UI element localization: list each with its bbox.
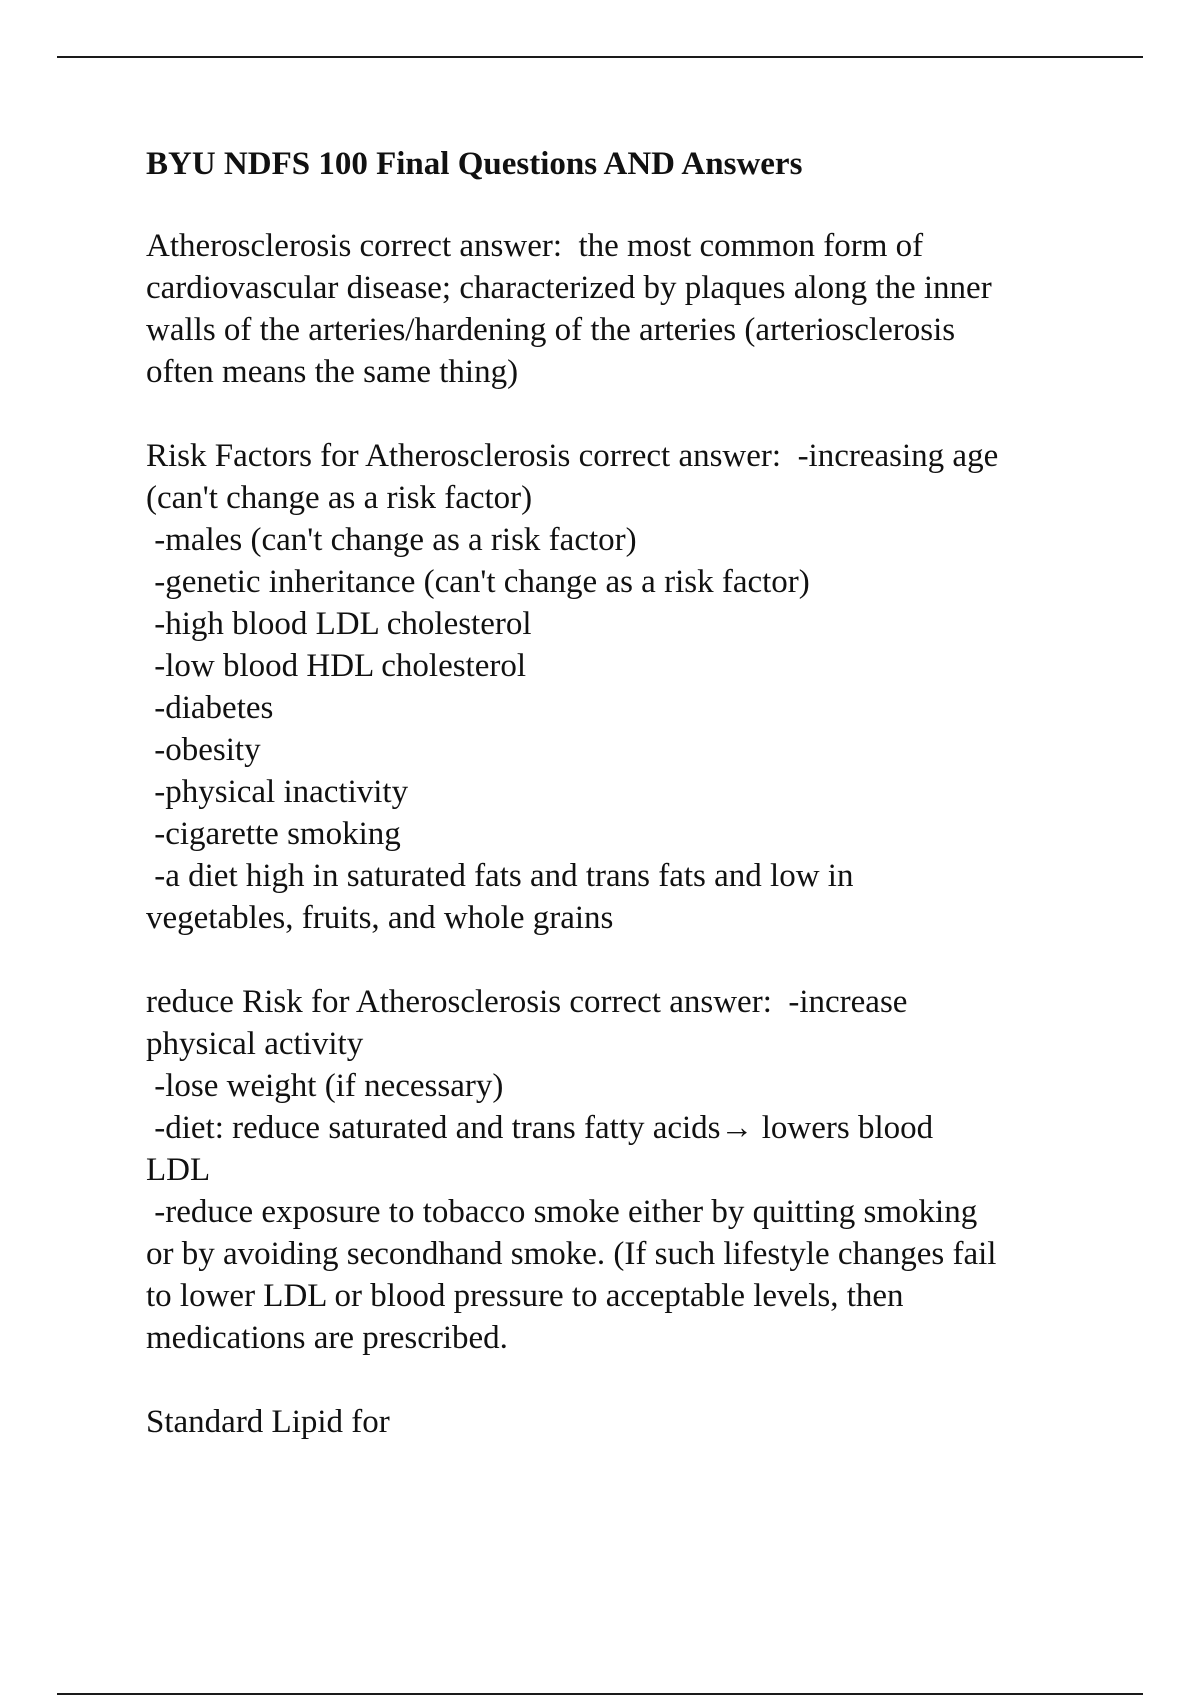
text-line: Standard Lipid for	[146, 1404, 390, 1440]
text-line: vegetables, fruits, and whole grains	[146, 900, 614, 936]
text-line: reduce Risk for Atherosclerosis correct answer: -increase	[146, 984, 908, 1020]
text-line: cardiovascular disease; characterized by plaques along the inner	[146, 270, 992, 306]
document-body	[146, 143, 1146, 1485]
entry-text	[146, 1401, 1146, 1443]
entry-text	[146, 225, 1146, 393]
qa-entry-risk-factors	[146, 435, 1146, 939]
text-line: or by avoiding secondhand smoke. (If such lifestyle changes fail	[146, 1236, 997, 1272]
text-line: -cigarette smoking	[146, 816, 401, 852]
text-line: physical activity	[146, 1026, 364, 1062]
bottom-rule	[57, 1693, 1143, 1695]
text-line: Risk Factors for Atherosclerosis correct answer: -increasing age	[146, 438, 999, 474]
entry-text	[146, 981, 1146, 1359]
text-line: walls of the arteries/hardening of the arteries (arteriosclerosis	[146, 312, 956, 348]
text-line: -high blood LDL cholesterol	[146, 606, 532, 642]
document-title: BYU NDFS 100 Final Questions AND Answers	[146, 146, 803, 182]
text-line: (can't change as a risk factor)	[146, 480, 533, 516]
text-line: -obesity	[146, 732, 261, 768]
entry-text	[146, 435, 1146, 939]
text-line: LDL	[146, 1152, 211, 1188]
qa-entry-standard-lipid	[146, 1401, 1146, 1443]
text-line: to lower LDL or blood pressure to acceptable levels, then	[146, 1278, 904, 1314]
qa-entry-reduce-risk	[146, 981, 1146, 1359]
text-line: Atherosclerosis correct answer: the most common form of	[146, 228, 924, 264]
text-line: -reduce exposure to tobacco smoke either by quitting smoking	[146, 1194, 978, 1230]
text-line: -diabetes	[146, 690, 274, 726]
text-line: -genetic inheritance (can't change as a risk factor)	[146, 564, 810, 600]
text-line: -males (can't change as a risk factor)	[146, 522, 637, 558]
text-line: medications are prescribed.	[146, 1320, 508, 1356]
top-rule	[57, 56, 1143, 58]
text-line: -lose weight (if necessary)	[146, 1068, 504, 1104]
text-line: -diet: reduce saturated and trans fatty acids→ lowers blood	[146, 1110, 934, 1146]
qa-entry-atherosclerosis	[146, 225, 1146, 393]
text-line: -low blood HDL cholesterol	[146, 648, 527, 684]
text-line: -physical inactivity	[146, 774, 409, 810]
text-line: often means the same thing)	[146, 354, 519, 390]
text-line: -a diet high in saturated fats and trans fats and low in	[146, 858, 854, 894]
